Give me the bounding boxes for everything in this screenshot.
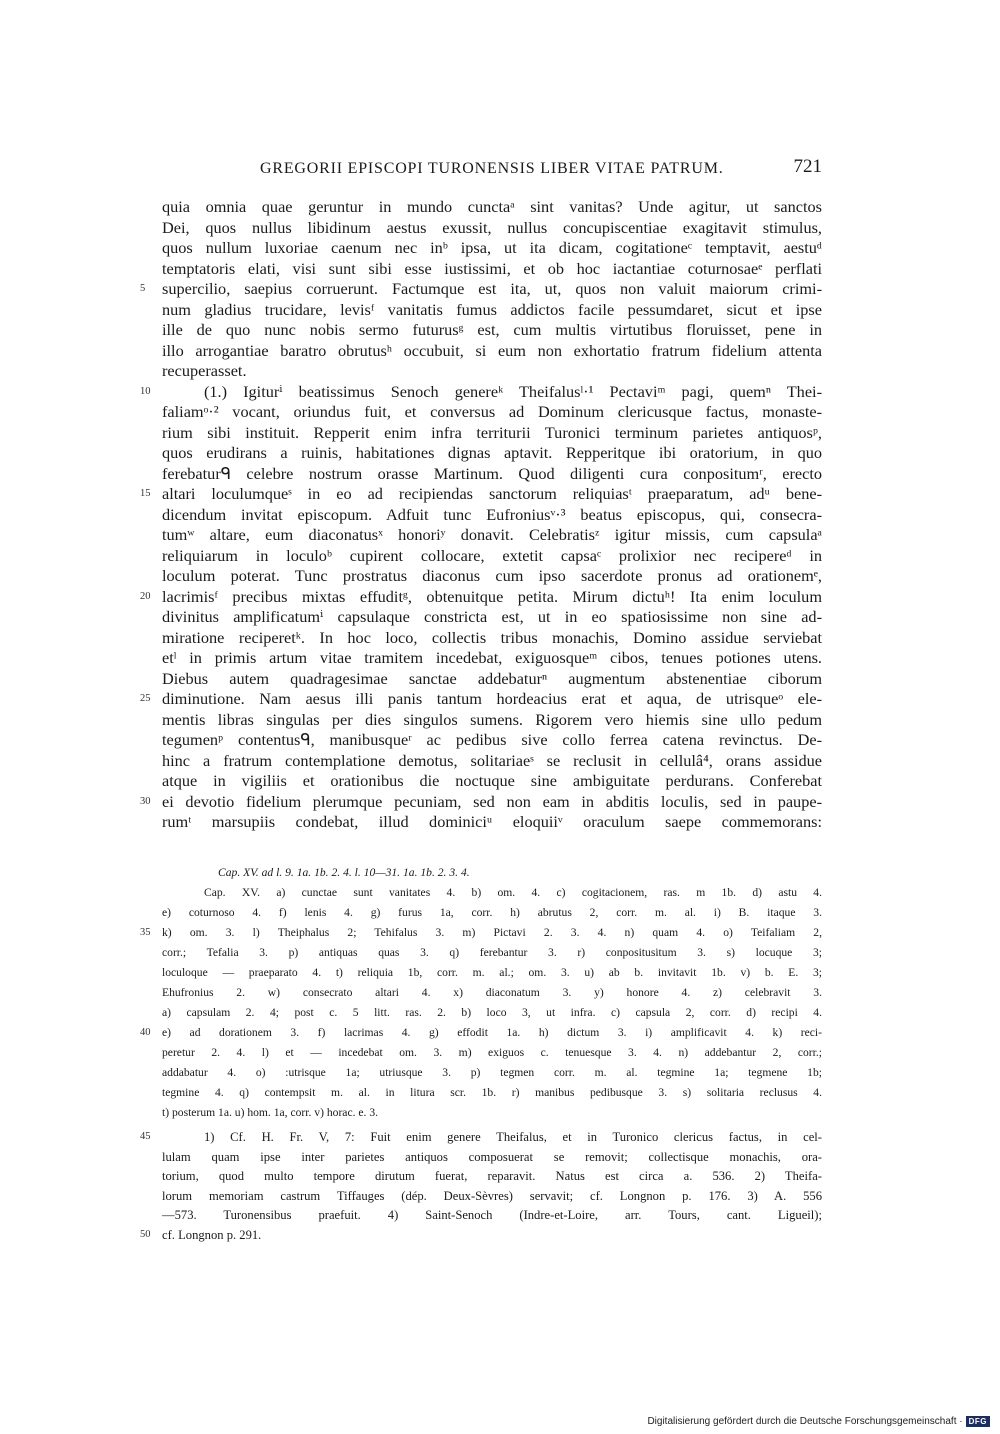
credit-text: Digitalisierung gefördert durch die Deutsche Forschungsgemeinschaft · — [647, 1416, 963, 1427]
text-line: diminutione. Nam aesus illi panis tantum hordeacius erat et aqua, de utrisqueᵒ ele- — [162, 689, 822, 708]
apparatus-line: Cap. XV. a) cunctae sunt vanitates 4. b) om. 4. c) cogitacionem, ras. m 1b. d) astu 4. — [204, 886, 822, 899]
text-line: (1.) Igiturⁱ beatissimus Senoch genereᵏ Theifalusˡ·¹ Pectaviᵐ pagi, quemⁿ Thei- — [204, 381, 822, 401]
note-line: lorum memoriam castrum Tiffauges (dép. Deux-Sèvres) servavit; cf. Longnon p. 176. 3) A. 556 — [162, 1188, 822, 1203]
digitization-credit — [647, 1416, 990, 1427]
text-line: num gladius trucidare, levisᶠ vanitatis fumus addictos facile pessumdaret, sicut et ipse — [162, 299, 822, 319]
apparatus-line: peretur 2. 4. l) et — incedebat om. 3. m) exiguos c. tenuesque 3. 4. n) addebantur 2, corr.; — [162, 1046, 822, 1059]
text-line: rium sibi instituit. Repperit enim infra territurii Turonici terminum parietes antiquosᵖ, — [162, 422, 822, 442]
line-number: 10 — [140, 385, 151, 397]
apparatus-line: t) posterum 1a. u) hom. 1a, corr. v) horac. e. 3. — [162, 1106, 379, 1119]
text-line: quos nullum luxoriae caenum nec inᵇ ipsa, ut ita dicam, cogitationeᶜ temptavit, aestuᵈ — [162, 238, 822, 257]
note-line: —573. Turonensibus praefuit. 4) Saint-Senoch (Indre-et-Loire, arr. Tours, cant. Ligueil); — [162, 1208, 822, 1222]
text-line: quia omnia quae geruntur in mundo cunctaᵃ sint vanitas? Unde agitur, ut sanctos — [162, 197, 822, 216]
apparatus-line: e) ad dorationem 3. f) lacrimas 4. g) effodit 1a. h) dictum 3. i) amplificavit 4. k) reci- — [162, 1026, 822, 1039]
page-number: 721 — [793, 156, 822, 177]
note-line: cf. Longnon p. 291. — [162, 1227, 262, 1242]
apparatus-line: addabatur 4. o) :utrisque 1a; utriusque 3. p) tegmen corr. m. al. tegmine 1a; tegmene 1b; — [162, 1066, 822, 1079]
apparatus-line: k) om. 3. l) Theiphalus 2; Tehifalus 3. m) Pictavi 2. 3. 4. n) quam 4. o) Teifaliam 2, — [162, 926, 822, 939]
dfg-logo: DFG — [966, 1416, 990, 1427]
text-line: quos erudirans a ruinis, habitationes dignas aptavit. Repperitque ibi oratorium, in quo — [162, 443, 822, 462]
text-line: rumᵗ marsupiis condebat, illud dominiciᵘ eloquiiᵛ oraculum saepe commemorans: — [162, 812, 822, 831]
text-line: loculum poterat. Tunc prostratus diaconus cum ipso sacerdote pronus ad orationemᵉ, — [162, 566, 822, 585]
line-number: 25 — [140, 693, 151, 704]
line-number: 15 — [140, 488, 151, 499]
apparatus-line: e) coturnoso 4. f) lenis 4. g) furus 1a, corr. h) abrutus 2, corr. m. al. i) B. itaque 3. — [162, 906, 822, 919]
text-line: tegumenᵖ contentusᑫ, manibusqueʳ ac pedibus sive collo ferrea catena revinctus. De- — [162, 730, 822, 749]
text-line: mentis libras singulas per dies singulos sumens. Rigorem vero hiemis sine ullo pedum — [162, 709, 822, 729]
text-line: faliamᵒ·² vocant, oriundus fuit, et conversus ad Dominum clericusque factus, monaste- — [162, 402, 822, 421]
text-line: ille de quo nunc nobis sermo futurusᵍ est, cum multis virtutibus floruisset, pene in — [162, 320, 822, 339]
line-number: 20 — [140, 590, 151, 602]
note-line: torium, quod multo tempore dirutum fuerat, reparavit. Natus est circa a. 536. 2) Theifa- — [162, 1169, 822, 1183]
apparatus-line: a) capsulam 2. 4; post c. 5 litt. ras. 2. b) loco 3, ut infra. c) capsula 2, corr. d) recipi 4. — [162, 1006, 822, 1019]
apparatus-heading: Cap. XV. ad l. 9. 1a. 1b. 2. 4. l. 10—31. 1a. 1b. 2. 3. 4. — [218, 866, 470, 879]
text-line: supercilio, saepius corruerunt. Factumque est ita, ut, quos non valuit maiorum crimi- — [162, 279, 822, 298]
apparatus-line: Ehufronius 2. w) consecrato altari 4. x) diaconatum 3. y) honore 4. z) celebravit 3. — [162, 986, 822, 999]
text-line: tumʷ altare, eum diaconatusˣ honoriʸ donavit. Celebratisᶻ igitur missis, cum capsulaᵃ — [162, 525, 822, 544]
line-number: 45 — [140, 1131, 151, 1142]
text-line: lacrimisᶠ precibus mixtas effuditᵍ, obtenuitque petita. Mirum dictuʰ! Ita enim loculum — [162, 586, 822, 606]
text-line: ferebaturᑫ celebre nostrum orasse Martinum. Quod diligenti cura conpositumʳ, erecto — [162, 463, 822, 483]
line-number: 40 — [140, 1027, 151, 1038]
page-header — [160, 156, 822, 184]
text-line: etˡ in primis artum vitae tramitem incedebat, exiguosqueᵐ cibos, tenues potiones utens. — [162, 648, 822, 667]
text-line: recuperasset. — [162, 361, 247, 380]
text-line: divinitus amplificatumⁱ capsulaque constricta est, ut in eo spatiosissime non sine ad- — [162, 607, 822, 626]
line-number: 30 — [140, 795, 151, 807]
text-line: temptatoris elati, visi sunt sibi esse iustissimi, et ob hoc iactantiae coturnosaeᵉ perflati — [162, 258, 822, 278]
apparatus-line: loculoque — praeparato 4. t) reliquia 1b, corr. m. al.; om. 3. u) ab b. invitavit 1b. v) b. E. 3; — [162, 966, 822, 979]
line-number: 50 — [140, 1228, 151, 1240]
text-line: dicendum invitat episcopum. Adfuit tunc Eufroniusᵛ·³ beatus episcopus, qui, consecra- — [162, 504, 822, 524]
line-number: 5 — [140, 283, 146, 294]
text-line: Diebus autem quadragesimae sanctae addebaturⁿ augmentum abstenentiae ciborum — [162, 668, 822, 688]
text-line: miratione reciperetᵏ. In hoc loco, collectis tribus monachis, Domino assidue serviebat — [162, 627, 822, 647]
text-line: ei devotio fidelium plerumque pecuniam, sed non eam in abditis loculis, sed in paupe- — [162, 791, 822, 811]
text-line: altari loculumqueˢ in eo ad recipiendas sanctorum reliquiasᵗ praeparatum, adᵘ bene- — [162, 484, 822, 503]
text-line: reliquiarum in loculoᵇ cupirent collocare, extetit capsaᶜ prolixior nec recipereᵈ in — [162, 545, 822, 565]
text-line: hinc a fratrum contemplatione demotus, solitariaeˢ se reclusit in cellulâ⁴, orans assidue — [162, 750, 822, 770]
running-title: GREGORII EPISCOPI TURONENSIS LIBER VITAE PATRUM. — [260, 160, 724, 177]
note-line: 1) Cf. H. Fr. V, 7: Fuit enim genere Theifalus, et in Turonico clericus factus, in cel- — [204, 1130, 822, 1144]
text-line: illo arrogantiae baratro obrutusʰ occubuit, si eum non exhortatio fratrum fidelium attenta — [162, 340, 822, 360]
note-line: lulam quam ipse inter parietes antiquos composuerat se removit; collectisque monachis, ora- — [162, 1149, 822, 1164]
text-line: atque in vigiliis et orationibus die noctuque sine ambiguitate perdurans. Conferebat — [162, 771, 822, 790]
apparatus-line: tegmine 4. q) contempsit m. al. in litura scr. 1b. r) manibus pedibusque 3. s) solitaria reclusus 4. — [162, 1086, 822, 1099]
text-line: Dei, quos nullus libidinum aestus exussit, nullus concupiscentiae exagitavit stimulus, — [162, 217, 822, 237]
apparatus-line: corr.; Tefalia 3. p) antiquas quas 3. q) ferebantur 3. r) conpositusitum 3. s) locuque 3; — [162, 946, 822, 959]
line-number: 35 — [140, 927, 151, 938]
